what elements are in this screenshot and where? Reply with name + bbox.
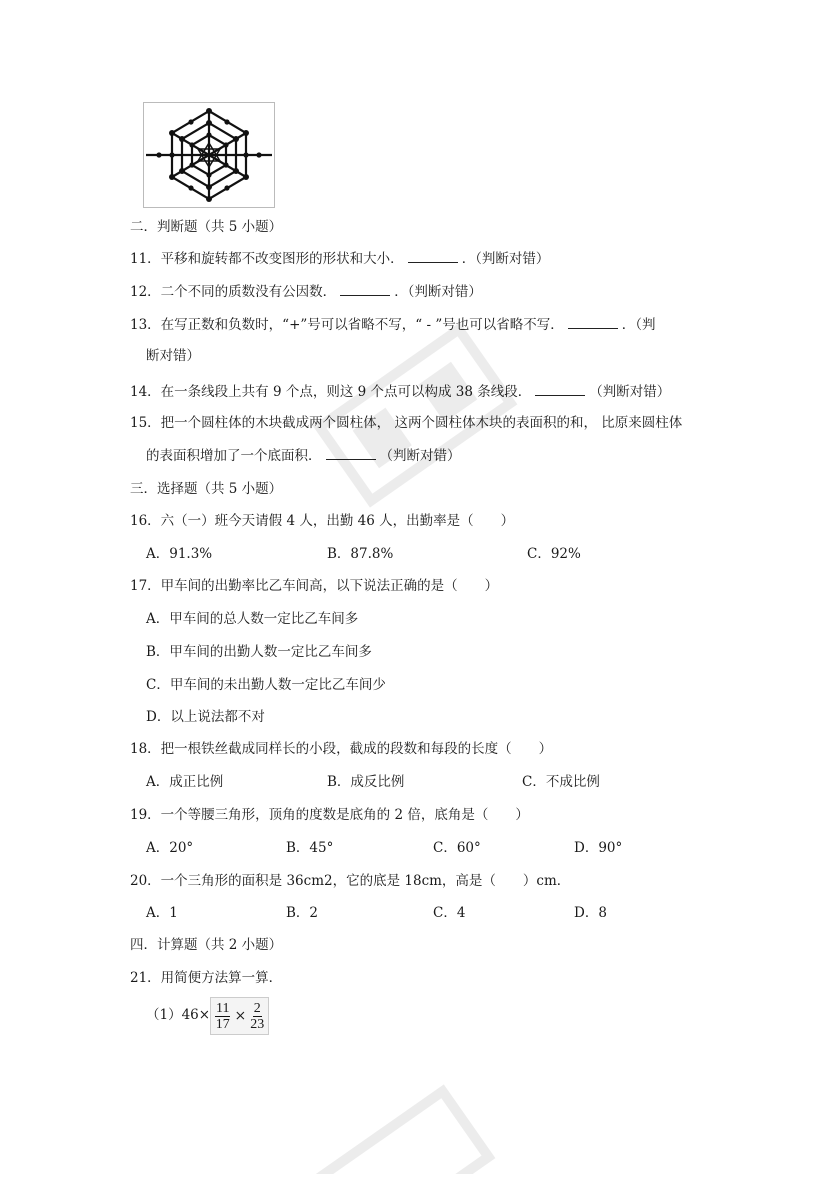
question-20-text: 20．一个三角形的面积是 36cm2，它的底是 18cm，高是（ ）cm． (130, 873, 571, 889)
fraction-numerator: 2 (253, 1000, 261, 1016)
question-13-tail: ．（判 (621, 317, 656, 333)
spider-web-figure (143, 102, 275, 208)
answer-blank-15[interactable] (326, 446, 376, 460)
option-17-a[interactable]: A．甲车间的总人数一定比乙车间多 (146, 611, 359, 627)
option-20-a[interactable]: A．1 (146, 905, 178, 921)
option-19-d[interactable]: D．90° (574, 840, 623, 856)
option-19-c[interactable]: C．60° (433, 840, 481, 856)
question-21-text: 21．用简便方法算一算． (130, 970, 283, 986)
option-18-b[interactable]: B．成反比例 (327, 774, 405, 790)
question-15-text: 15．把一个圆柱体的木块截成两个圆柱体， 这两个圆柱体木块的表面积的和， 比原来圆柱体 (130, 415, 683, 431)
question-21-sub1-prefix: （1）46× (146, 1007, 211, 1023)
option-18-a[interactable]: A．成正比例 (146, 774, 224, 790)
fraction-denominator: 17 (215, 1016, 230, 1032)
question-18-text: 18．把一根铁丝截成同样长的小段，截成的段数和每段的长度（ ） (130, 741, 553, 757)
watermark-seal-icon (300, 1070, 500, 1174)
option-19-b[interactable]: B．45° (286, 840, 334, 856)
question-19-text: 19．一个等腰三角形，顶角的度数是底角的 2 倍，底角是（ ） (130, 807, 529, 823)
option-18-c[interactable]: C．不成比例 (522, 774, 600, 790)
question-13-continuation: 断对错） (146, 348, 200, 364)
watermark-stamp-bottom (300, 1070, 500, 1178)
question-11 (130, 249, 549, 268)
question-14-text: 14．在一条线段上共有 9 个点，则这 9 个点可以构成 38 条线段． (130, 384, 532, 400)
option-16-a[interactable]: A．91.3% (146, 546, 213, 562)
question-12 (130, 282, 482, 301)
answer-blank-14[interactable] (535, 382, 585, 396)
section-heading-judgement: 二．判断题（共 5 小题） (130, 219, 283, 235)
question-15-continuation (146, 446, 461, 465)
section-heading-choice: 三．选择题（共 5 小题） (130, 481, 283, 497)
fraction-expression (210, 997, 269, 1035)
times-sign: × (234, 1008, 247, 1024)
question-14 (130, 382, 670, 401)
question-12-text: 12．二个不同的质数没有公因数． (130, 284, 337, 300)
option-17-c[interactable]: C．甲车间的未出勤人数一定比乙车间少 (146, 677, 386, 693)
question-15-tail: （判断对错） (379, 448, 461, 464)
fraction-numerator: 11 (216, 1000, 230, 1016)
question-13-text: 13．在写正数和负数时，“+”号可以省略不写，“ - ”号也可以省略不写． (130, 317, 564, 333)
fraction-denominator: 23 (250, 1016, 265, 1032)
fraction-11-17 (215, 1001, 230, 1032)
option-20-b[interactable]: B．2 (286, 905, 319, 921)
option-20-d[interactable]: D．8 (574, 905, 607, 921)
option-17-d[interactable]: D．以上说法都不对 (146, 709, 265, 725)
option-20-c[interactable]: C．4 (433, 905, 466, 921)
spider-web-icon (144, 103, 274, 207)
option-16-c[interactable]: C．92% (527, 546, 581, 562)
question-12-tail: ．（判断对错） (394, 284, 482, 300)
fraction-2-23 (250, 1001, 264, 1032)
section-heading-calculation: 四．计算题（共 2 小题） (130, 937, 283, 953)
answer-blank-11[interactable] (408, 249, 458, 263)
question-11-text: 11．平移和旋转都不改变图形的形状和大小． (130, 251, 404, 267)
answer-blank-13[interactable] (568, 315, 618, 329)
question-17-text: 17．甲车间的出勤率比乙车间高，以下说法正确的是（ ） (130, 578, 499, 594)
option-19-a[interactable]: A．20° (146, 840, 194, 856)
answer-blank-12[interactable] (340, 282, 390, 296)
question-13 (130, 315, 656, 334)
question-14-tail: （判断对错） (589, 384, 671, 400)
question-15-cont: 的表面积增加了一个底面积． (146, 448, 322, 464)
option-16-b[interactable]: B．87.8% (327, 546, 394, 562)
question-11-tail: ．（判断对错） (461, 251, 550, 267)
option-17-b[interactable]: B．甲车间的出勤人数一定比乙车间多 (146, 644, 372, 660)
question-16-text: 16．六（一）班今天请假 4 人，出勤 46 人，出勤率是（ ） (130, 513, 515, 529)
